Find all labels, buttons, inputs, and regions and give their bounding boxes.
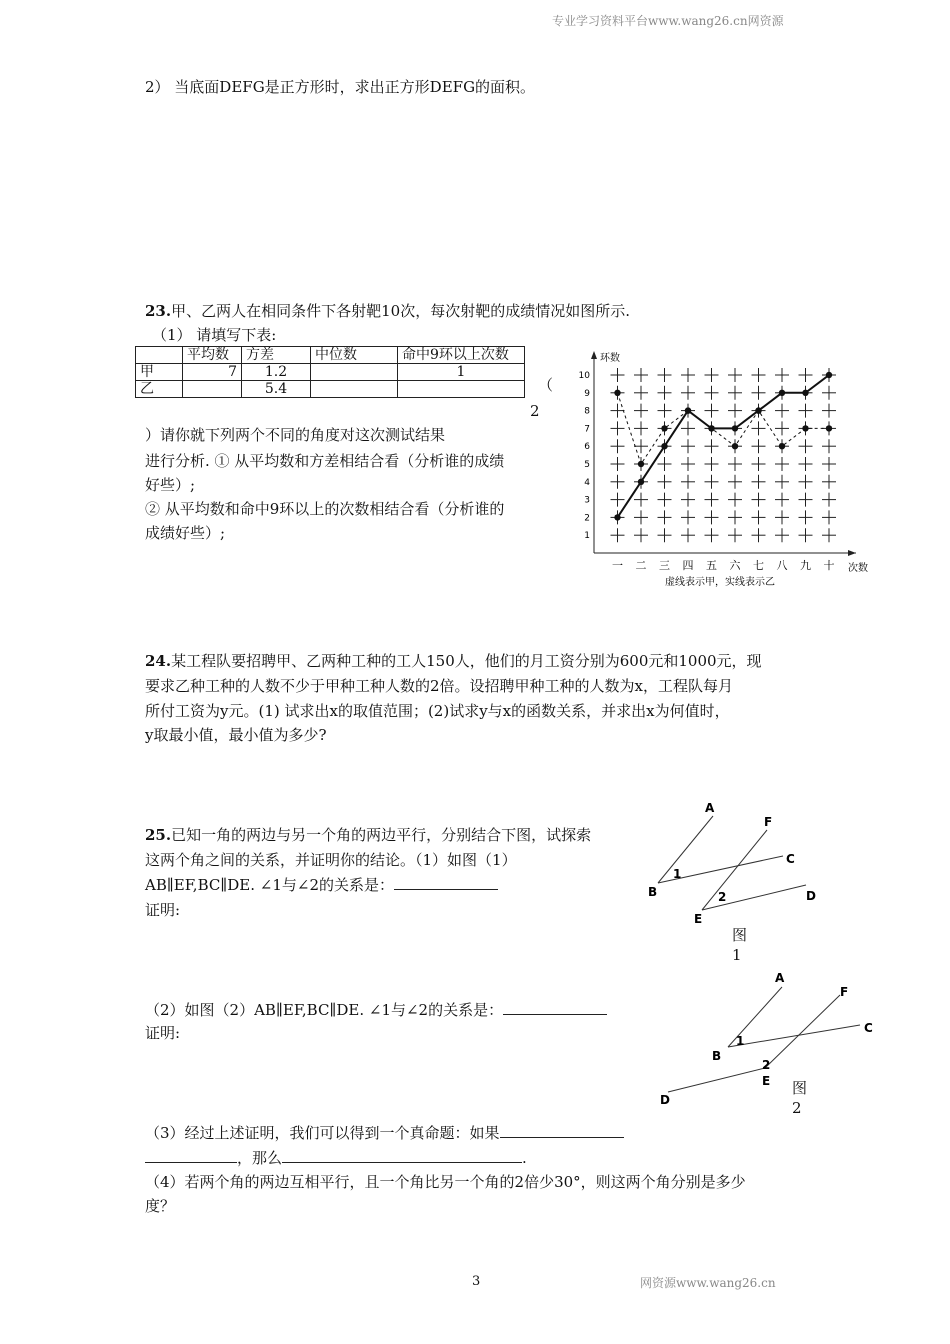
data-point-甲 — [614, 390, 620, 396]
answer-blank-5[interactable] — [282, 1146, 522, 1163]
shooting-chart — [572, 345, 874, 595]
table-cell: 1.2 — [242, 364, 311, 381]
q23-part2-line: 成绩好些）; — [145, 524, 226, 542]
q25-proof1: 证明: — [145, 901, 181, 919]
y-tick-label: 10 — [578, 371, 590, 381]
x-tick-label: 六 — [729, 559, 741, 572]
page-number: 3 — [472, 1274, 481, 1289]
data-point-乙 — [755, 407, 761, 413]
y-tick-label: 8 — [584, 406, 590, 417]
fig2-angle-1: 1 — [736, 1034, 745, 1048]
table-row — [136, 364, 525, 381]
fig1-caption-a: 图 — [732, 926, 748, 944]
q23-part2-line: 进行分析. ① 从平均数和方差相结合看（分析谁的成绩 — [145, 452, 505, 470]
q25-line1 — [145, 822, 591, 848]
q24-line: y取最小值，最小值为多少? — [145, 726, 327, 744]
fig1-angle-2: 2 — [718, 890, 727, 904]
table-cell — [398, 381, 525, 398]
table-cell — [311, 381, 398, 398]
q25-line3 — [145, 872, 498, 898]
table-cell: 乙 — [136, 381, 183, 398]
fig1-label-F: F — [764, 815, 773, 829]
fig1-caption-b: 1 — [732, 946, 742, 964]
table-cell: 5.4 — [242, 381, 311, 398]
data-point-甲 — [826, 425, 832, 431]
data-point-乙 — [638, 479, 644, 485]
figure-1 — [640, 798, 830, 930]
q24-line: 所付工资为y元。(1) 试求出x的取值范围；(2)试求y与x的函数关系，并求出x为何值时， — [145, 702, 730, 720]
data-point-乙 — [614, 514, 620, 520]
fig2-angle-2: 2 — [762, 1058, 771, 1072]
fig1-angle-1: 1 — [673, 867, 682, 881]
table-header: 平均数 — [183, 347, 242, 364]
table-header: 中位数 — [311, 347, 398, 364]
data-point-甲 — [732, 443, 738, 449]
x-tick-label: 三 — [659, 559, 670, 572]
x-axis-label: 次数 — [848, 563, 868, 574]
x-tick-label: 八 — [776, 559, 788, 572]
figure-2 — [650, 968, 890, 1108]
q25-part3-b: ，那么 — [237, 1149, 283, 1167]
y-tick-label: 3 — [584, 495, 590, 506]
x-tick-label: 二 — [635, 559, 647, 572]
q23-part2-line: ② 从平均数和命中9环以上的次数相结合看（分析谁的 — [145, 500, 505, 518]
x-tick-label: 一 — [612, 559, 623, 572]
data-point-乙 — [661, 443, 667, 449]
y-tick-label: 2 — [584, 513, 590, 524]
table-row — [136, 381, 525, 398]
q25-part4-a: （4）若两个角的两边互相平行，且一个角比另一个角的2倍少30°，则这两个角分别是多少 — [145, 1173, 746, 1191]
q25-part3-a: （3）经过上述证明，我们可以得到一个真命题：如果 — [145, 1124, 500, 1142]
answer-blank-2[interactable] — [503, 998, 607, 1015]
q25-part4-b: 度？ — [145, 1197, 176, 1215]
data-point-甲 — [661, 425, 667, 431]
q23-part2-line: 好些）; — [145, 476, 196, 494]
fig1-label-A: A — [705, 801, 715, 815]
data-point-甲 — [802, 425, 808, 431]
x-tick-label: 九 — [800, 559, 811, 572]
table-header-row — [136, 347, 525, 364]
fig2-caption-b: 2 — [792, 1099, 802, 1117]
q23-stem-text: 甲、乙两人在相同条件下各射靶10次，每次射靶的成绩情况如图所示. — [171, 302, 630, 320]
y-tick-label: 6 — [584, 442, 590, 453]
q24-line1 — [145, 648, 762, 674]
series-line-乙 — [618, 375, 830, 517]
q25-line3-text: AB∥EF,BC∥DE. ∠1与∠2的关系是： — [145, 876, 395, 894]
table-cell: 1 — [398, 364, 525, 381]
data-point-乙 — [802, 390, 808, 396]
q23-part1: （1） 请填写下表: — [152, 326, 277, 344]
q25-part3-end: . — [522, 1149, 527, 1167]
answer-blank-1[interactable] — [394, 873, 498, 890]
fig1-label-C: C — [786, 852, 795, 866]
data-point-甲 — [638, 461, 644, 467]
x-axis-arrow — [848, 550, 856, 556]
table-header: 方差 — [242, 347, 311, 364]
fig1-label-E: E — [694, 912, 703, 926]
fig1-label-B: B — [648, 885, 658, 899]
y-tick-label: 1 — [584, 531, 590, 542]
q25-part2 — [145, 997, 607, 1023]
x-tick-label: 五 — [706, 559, 717, 572]
chart-caption: 虚线表示甲，实线表示乙 — [665, 577, 775, 588]
q23-stem — [145, 298, 630, 324]
x-tick-label: 七 — [753, 559, 764, 572]
q25-line2: 这两个角之间的关系，并证明你的结论。（1）如图（1） — [145, 851, 517, 869]
q25-part3-line2 — [145, 1145, 527, 1171]
table-header: 命中9环以上次数 — [398, 347, 525, 364]
y-tick-label: 9 — [584, 388, 590, 399]
q22-part2: 2） 当底面DEFG是正方形时，求出正方形DEFG的面积。 — [145, 78, 536, 96]
data-point-乙 — [685, 407, 691, 413]
y-tick-label: 7 — [584, 424, 590, 435]
footer-watermark: 网资源www.wang26.cn — [640, 1276, 776, 1290]
fig2-label-E: E — [762, 1074, 771, 1088]
q23-paren-open: （ — [538, 376, 554, 394]
fig2-label-D: D — [660, 1093, 670, 1107]
fig1-label-D: D — [806, 889, 816, 903]
table-cell — [183, 381, 242, 398]
fig2-label-B: B — [712, 1049, 722, 1063]
header-watermark: 专业学习资料平台www.wang26.cn网资源 — [552, 14, 784, 28]
y-tick-label: 4 — [584, 477, 590, 488]
score-table — [135, 346, 525, 398]
q25-part3-line1 — [145, 1120, 624, 1146]
x-tick-label: 十 — [823, 559, 835, 572]
data-point-甲 — [779, 443, 785, 449]
q25-line1-text: 已知一角的两边与另一个角的两边平行，分别结合下图，试探索 — [171, 826, 592, 844]
y-axis-label: 环数 — [600, 353, 620, 364]
answer-blank-4[interactable] — [145, 1146, 237, 1163]
fig2-label-F: F — [840, 985, 849, 999]
q24-number: 24. — [145, 652, 172, 670]
q25-part2-text: （2）如图（2）AB∥EF,BC∥DE. ∠1与∠2的关系是： — [145, 1001, 504, 1019]
data-point-乙 — [732, 425, 738, 431]
data-point-乙 — [708, 425, 714, 431]
q24-text: 某工程队要招聘甲、乙两种工种的工人150人，他们的月工资分别为600元和1000元，现 — [171, 652, 762, 670]
q24-line: 要求乙种工种的人数不少于甲种工种人数的2倍。设招聘甲种工种的人数为x，工程队每月 — [145, 677, 734, 695]
x-tick-label: 四 — [682, 559, 694, 572]
q25-number: 25. — [145, 826, 172, 844]
table-cell: 7 — [183, 364, 242, 381]
q23-paren-num: 2 — [530, 402, 540, 420]
y-tick-label: 5 — [584, 460, 590, 470]
table-cell — [311, 364, 398, 381]
fig2-caption-a: 图 — [792, 1079, 808, 1097]
q23-part2-line: ）请你就下列两个不同的角度对这次测试结果 — [145, 426, 446, 444]
q23-number: 23. — [145, 302, 172, 320]
table-cell — [136, 347, 183, 364]
q25-proof2: 证明: — [145, 1024, 181, 1042]
data-point-乙 — [779, 390, 785, 396]
y-axis-arrow — [591, 351, 597, 359]
answer-blank-3[interactable] — [500, 1121, 624, 1138]
data-point-乙 — [826, 372, 832, 378]
fig2-label-C: C — [864, 1021, 873, 1035]
table-cell: 甲 — [136, 364, 183, 381]
fig2-label-A: A — [775, 971, 785, 985]
